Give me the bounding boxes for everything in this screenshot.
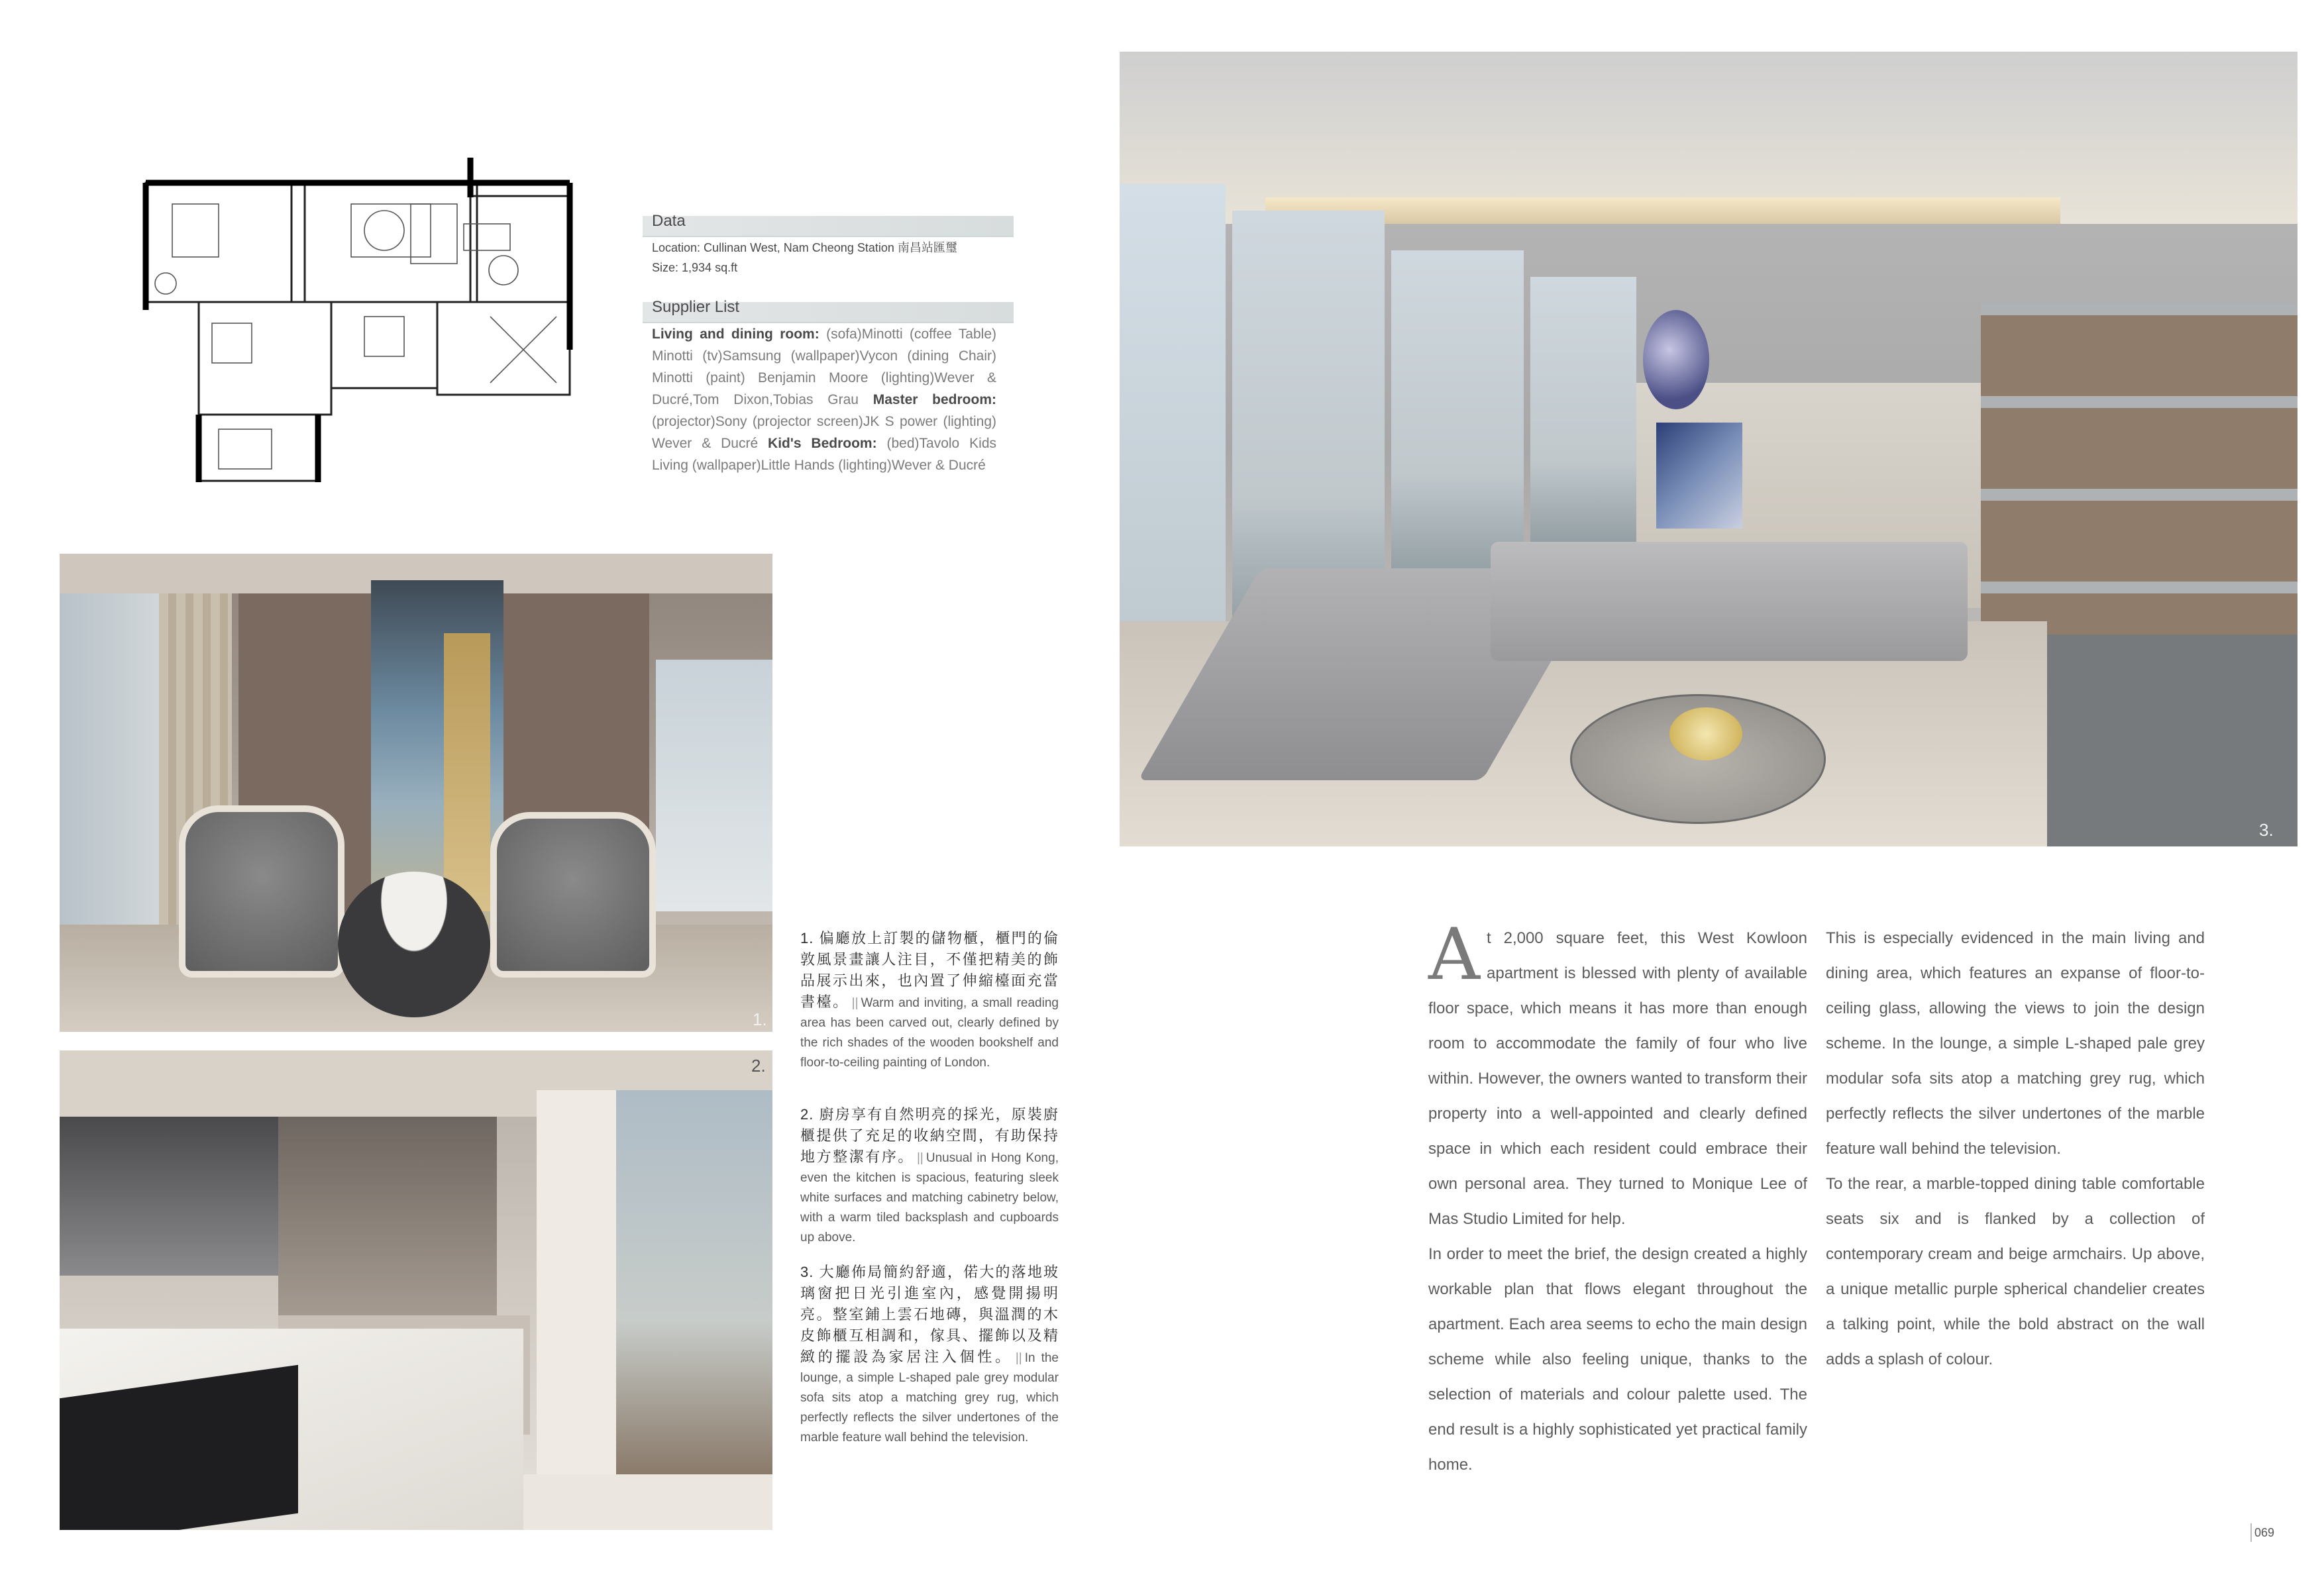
data-heading-bar bbox=[643, 216, 1014, 237]
caption-2-en: Unusual in Hong Kong, even the kitchen is spacious, featuring sleek white surfaces and matching cabinetry below, with a warm tiled backsplash and cupboards up above. bbox=[800, 1151, 1059, 1245]
data-heading: Data bbox=[652, 212, 686, 230]
photo-kitchen bbox=[60, 1050, 772, 1530]
caption-2-separator: || bbox=[916, 1151, 924, 1165]
photo-reading-area bbox=[60, 554, 772, 1032]
caption-1-en: Warm and inviting, a small reading area has been carved out, clearly defined by the rich shades of the wooden bookshelf and floor-to-ceiling painting of London. bbox=[800, 996, 1059, 1070]
floor-plan-drawing bbox=[132, 151, 583, 489]
caption-1-separator: || bbox=[851, 996, 859, 1010]
caption-1 bbox=[800, 929, 1059, 1073]
kids-label: Kid's Bedroom: bbox=[768, 436, 877, 451]
caption-3-en: In the lounge, a simple L-shaped pale grey modular sofa sits atop a matching grey rug, which perfectly reflects the silver undertones of the marble feature wall behind the television. bbox=[800, 1351, 1059, 1445]
size-text: Size: 1,934 sq.ft bbox=[652, 261, 738, 274]
caption-2-zh: 2. 廚房享有自然明亮的採光，原裝廚櫃提供了充足的收納空間，有助保持地方整潔有序。 bbox=[800, 1106, 1059, 1165]
supplier-heading: Supplier List bbox=[652, 298, 740, 316]
caption-1-zh: 1. 偏廳放上訂製的儲物櫃，櫃門的倫敦風景畫讓人注目，不僅把精美的飾品展示出來，也內置了伸縮檯面充當書檯。 bbox=[800, 930, 1059, 1010]
body-col2-para2: To the rear, a marble-topped dining table comfortable seats six and is flanked by a collection of contemporary cream and beige armchairs. Up above, a unique metallic purple spherical chandelier creates a talking point, while the bold abstract on the wall adds a splash of colour. bbox=[1826, 1175, 2205, 1368]
caption-2 bbox=[800, 1105, 1059, 1248]
photo3-number: 3. bbox=[2259, 820, 2274, 840]
photo1-number: 1. bbox=[753, 1009, 767, 1029]
caption-3-zh: 3. 大廳佈局簡約舒適，偌大的落地玻璃窗把日光引進室內，感覺開揚明亮。整室鋪上雲石地磚，與溫潤的木皮飾櫃互相調和，傢具、擺飾以及精緻的擺設為家居注入個性。 bbox=[800, 1264, 1059, 1365]
living-text: (sofa)Minotti (coffee Table) Minotti (tv)Samsung (wallpaper)Vycon (dining Chair) Minotti (paint) Benjamin Moore (lighting)Wever & Ducré,Tom Dixon,Tobias Grau bbox=[652, 327, 996, 407]
body-col2-para1: This is especially evidenced in the main living and dining area, which features an expanse of floor-to-ceiling glass, allowing the views to join the design scheme. In the lounge, a simple L-shaped pale grey modular sofa sits atop a matching grey rug, which perfectly reflects the silver undertones of the marble feature wall behind the television. bbox=[1826, 929, 2205, 1158]
location-text: Location: Cullinan West, Nam Cheong Station 南昌站匯璽 bbox=[652, 241, 957, 254]
body-column-1 bbox=[1428, 913, 1807, 1482]
drop-cap: A bbox=[1428, 913, 1480, 996]
body-col1-para1 bbox=[1428, 913, 1807, 1237]
page-number: 069 bbox=[2254, 1526, 2275, 1539]
master-label: Master bedroom: bbox=[872, 392, 996, 407]
master-text: (projector)Sony (projector screen)JK S power (lighting) Wever & Ducré bbox=[652, 414, 996, 451]
caption-3-separator: || bbox=[1015, 1351, 1022, 1365]
body-col1-para1-text: t 2,000 square feet, this West Kowloon apartment is blessed with plenty of available floor space, which means it has more than enough room to accommodate the family of four who live within. However, the owners wanted to transform their property into a well-appointed and clearly defined space in which each resident could embrace their own personal area. They turned to Monique Lee of Mas Studio Limited for help. bbox=[1428, 929, 1807, 1228]
photo-living-room bbox=[1120, 52, 2298, 846]
body-col1-para2: In order to meet the brief, the design created a highly workable plan that flows elegant throughout the apartment. Each area seems to echo the main design scheme while also feeling unique, thanks to the selection of materials and colour palette used. The end result is a highly sophisticated yet practical family home. bbox=[1428, 1245, 1807, 1474]
body-column-2 bbox=[1826, 921, 2205, 1377]
caption-3 bbox=[800, 1262, 1059, 1448]
supplier-list bbox=[652, 323, 996, 476]
kids-text: (bed)Tavolo Kids Living (wallpaper)Little Hands (lighting)Wever & Ducré bbox=[652, 436, 996, 473]
photo2-number: 2. bbox=[751, 1056, 766, 1076]
living-label: Living and dining room: bbox=[652, 327, 819, 342]
folio-divider bbox=[2250, 1523, 2252, 1542]
